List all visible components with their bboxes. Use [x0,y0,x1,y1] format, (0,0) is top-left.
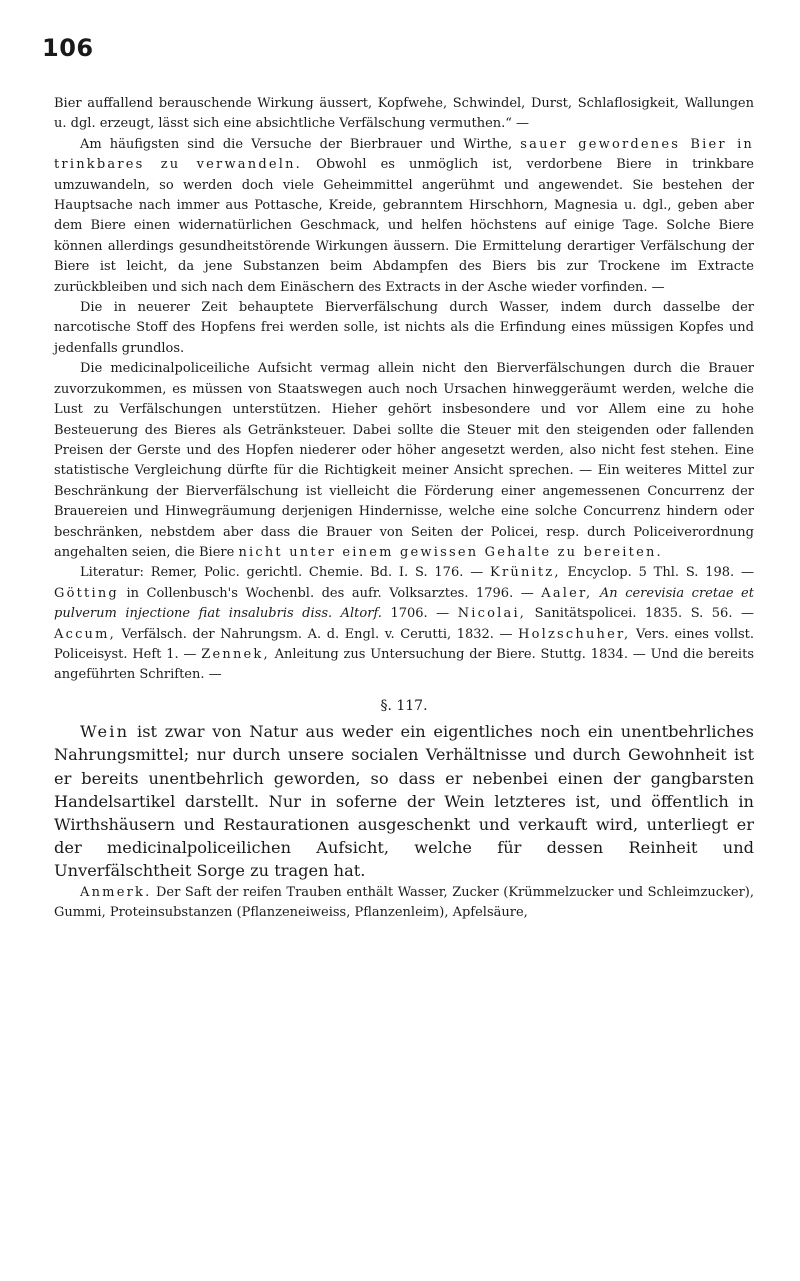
text-span: Verfälsch. der Nahrungsm. A. d. Engl. v. Cerutti, 1832. — [121,626,513,642]
spaced-emphasis: nicht unter einem gewissen Gehalte zu bereiten. [238,544,663,560]
author-name: Aaler, [541,585,593,601]
author-name: Accum, [54,626,116,642]
text-span: ist zwar von Natur aus weder ein eigentliches noch ein unentbehrliches Nahrungsmittel; nur durch unsere socialen Verhältnisse und durch Gewohnheit ist er bereits unentbehrlich geworden, so dass er nebenbei einen der gangbarsten Handelsartikel darstellt. Nur in soferne der Wein letzteres ist, und öffentlich in Wirthshäusern und Restaurationen ausgeschenkt und verkauft wird, unterliegt er der medicinalpoliceilichen Aufsicht, welche für dessen Reinheit und Unverfälschtheit Sorge zu tragen hat. [54,722,754,881]
text-span: Literatur: Remer, Polic. gerichtl. Chemie. Bd. I. S. 176. — [80,565,484,581]
text-span: Die in neuerer Zeit behauptete Bierverfälschung durch Wasser, indem durch dasselbe der narcotische Stoff des Hopfens frei werden solle, ist nichts als die Erfindung eines müssigen Kopfes und jedenfalls grundlos. [54,300,754,356]
paragraph-sauer-bier [54,135,754,298]
text-span: Anleitung zus Untersuchung der Biere. Stuttg. 1834. — Und die bereits angeführten Schriften. — [54,646,754,683]
text-span: Sanitätspolicei. 1835. S. 56. — [534,606,754,622]
spaced-emphasis: Wein [80,722,130,742]
author-name: Zennek, [201,646,270,662]
text-span: 1706. — [390,606,450,622]
text-span: in Collenbusch's Wochenbl. des aufr. Volksarztes. 1796. — [126,585,534,601]
text-span: Encyclop. 5 Thl. S. 198. — [567,565,755,581]
paragraph-literatur [54,563,754,685]
spaced-emphasis: sauer gewordenes Bier in trinkbares zu verwandeln. [54,136,754,173]
page-number: 106 [42,34,94,62]
text-span: Bier auffallend berauschende Wirkung äussert, Kopfwehe, Schwindel, Durst, Schlaflosigkeit, Wallungen u. dgl. erzeugt, lässt sich eine absichtliche Verfälschung vermuthen.“ — [54,96,754,132]
latin-title: An cerevisia cretae et pulverum injectione fiat insalubris diss. Altorf. [54,585,754,622]
author-name: Krünitz, [490,565,561,581]
text-span: Vers. eines vollst. Policeisyst. Heft 1. — [54,626,755,662]
section-117-body [54,720,754,882]
author-name: Nicolai, [457,606,527,622]
text-span: Obwohl es unmöglich ist, verdorbene Biere in trinkbare umzuwandeln, so werden doch viele Geheimmittel angerühmt und angewendet. Sie bestehen der Hauptsache nach immer aus Pottasche, Kreide, gebranntem Hirschhorn, Magnesia u. dgl., geben aber dem Biere einen widernatürlichen Geschmack, und helfen höchstens auf einige Tage. Solche Biere können allerdings gesundheitstörende Wirkungen äussern. Die Ermittelung derartiger Verfälschung der Biere ist leicht, da jene Substanzen beim Abdampfen des Biers bis zur Trockene im Extracte zurückbleiben und sich nach dem Einäschern des Extracts in der Asche wieder vorfinden. — [54,157,755,295]
paragraph-wasser [54,298,754,359]
paragraph-aufsicht [54,359,754,563]
paragraph-wein [54,720,754,882]
text-span: Der Saft der reifen Trauben enthält Wasser, Zucker (Krümmelzucker und Schleimzucker), Gummi, Proteinsubstanzen (Pflanzeneiweiss, Pflanzenleim), Apfelsäure, [54,884,754,921]
author-name: Götting [54,585,119,601]
note-label: Anmerk. [80,884,152,900]
section-heading: §. 117. [380,697,428,714]
paragraph-bier-continued [54,94,754,135]
text-span: Am häufigsten sind die Versuche der Bierbrauer und Wirthe, [80,136,513,152]
text-span: Die medicinalpoliceiliche Aufsicht vermag allein nicht den Bierverfälschungen durch die Brauer zuvorzukommen, es müssen von Staatswegen auch noch Ursachen hinweggeräumt werden, welche die Lust zu Verfälschungen unterstützen. Hieher gehört insbesondere und vor Allem eine zu hohe Besteuerung des Bieres als Getränksteuer. Dabei sollte die Steuer mit den steigenden oder fallenden Preisen der Gerste und des Hopfen niederer oder höher angesetzt werden, also nicht fest stehen. Eine statistische Vergleichung dürfte für die Richtigkeit meiner Ansicht sprechen. — Ein weiteres Mittel zur Beschränkung der Bierverfälschung ist vielleicht die Förderung einer angemessenen Concurrenz der Brauereien und Hinwegräumung derjenigen Hindernisse, welche eine solche Concurrenz hindern oder beschränken, nebstdem aber dass die Brauer von Seiten der Policei, resp. durch Policeiverordnung angehalten seien, die Biere [54,361,754,560]
paragraph-anmerk [54,883,754,924]
page-body [54,94,754,923]
author-name: Holzschuher, [518,626,631,642]
